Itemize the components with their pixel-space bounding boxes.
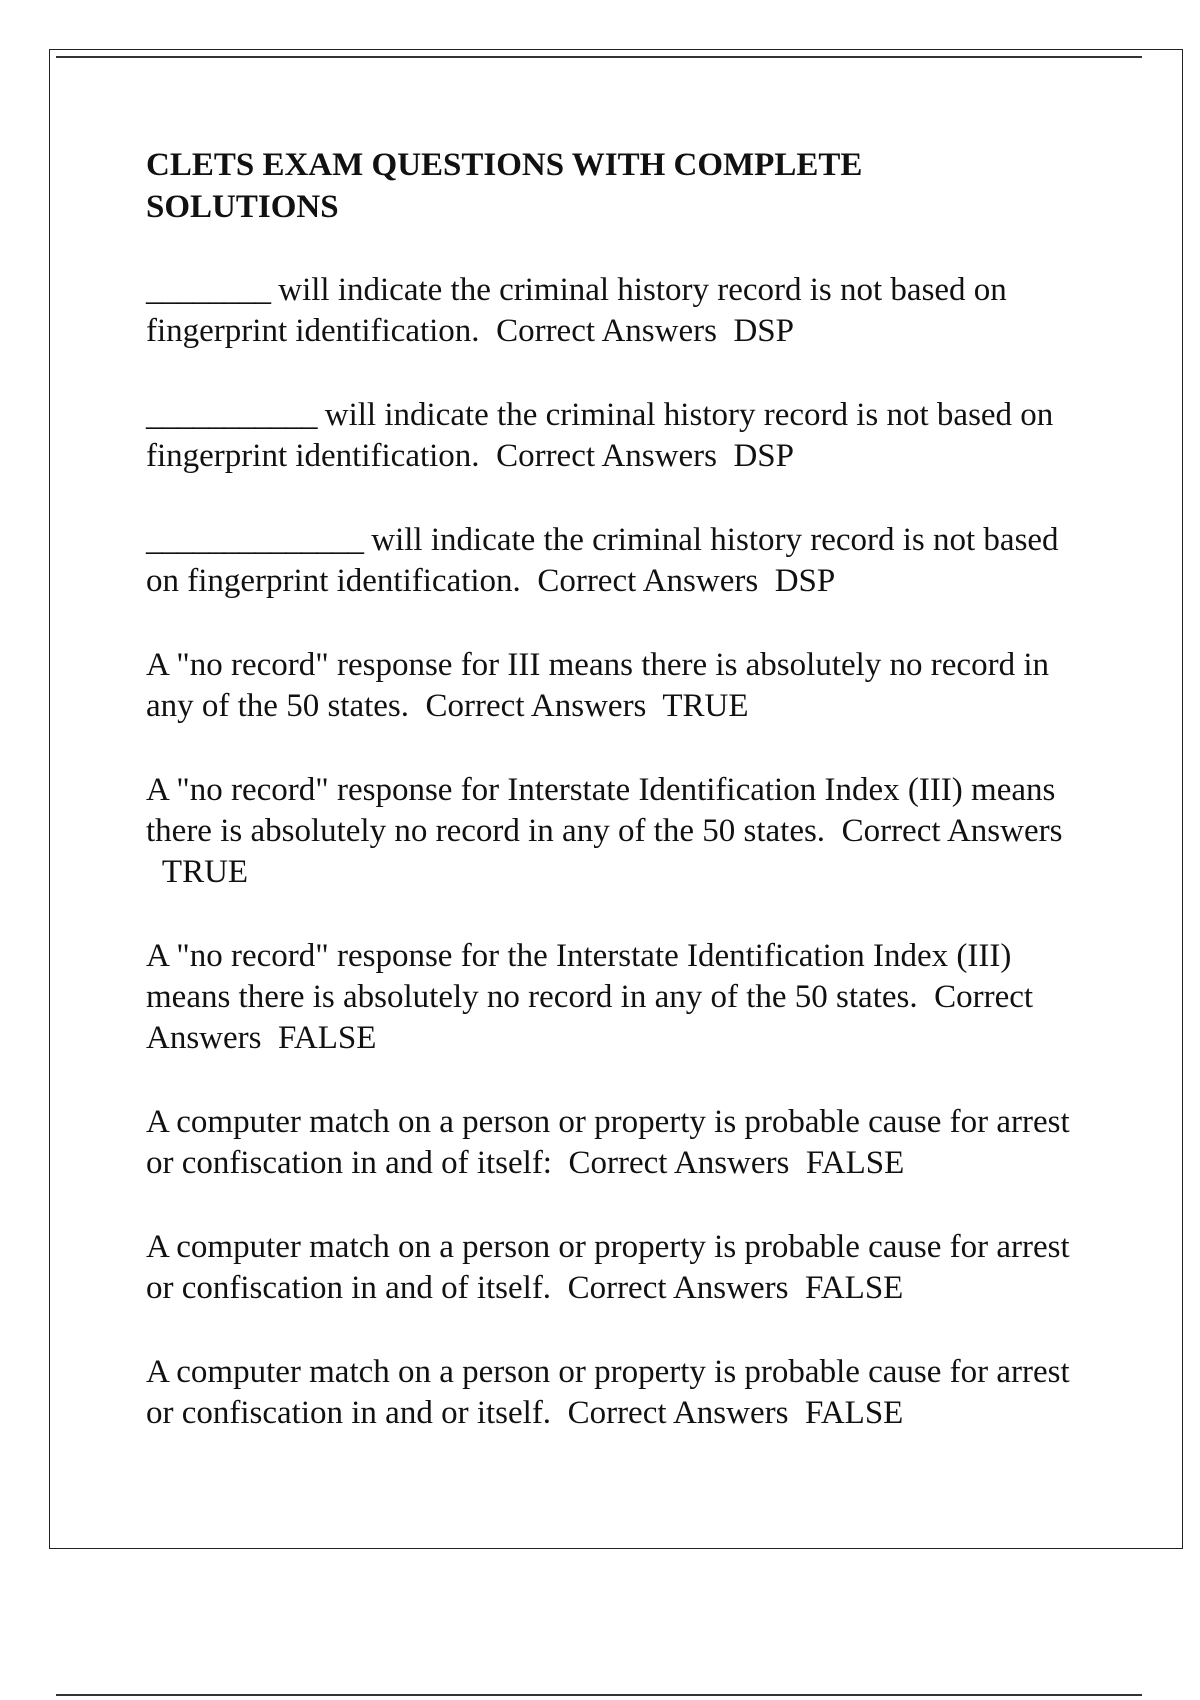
answer-label: Correct Answers [841, 813, 1063, 849]
qa-item [146, 270, 1096, 352]
answer-value: FALSE [804, 1270, 904, 1306]
question-text: A computer match on a person or property is probable cause for arrest or confiscation in and or itself. [146, 1354, 1070, 1431]
fill-in-blank: ______________ [146, 522, 363, 558]
qa-item [146, 1227, 1096, 1309]
answer-label: Correct Answers [567, 1270, 789, 1306]
question-text: will indicate the criminal history record is not based on fingerprint identification. [146, 397, 1054, 474]
answer-value: TRUE [161, 854, 249, 890]
answer-value: FALSE [804, 1395, 904, 1431]
qa-list [146, 270, 1096, 1434]
question-text: A computer match on a person or property is probable cause for arrest or confiscation in and of itself. [146, 1229, 1070, 1306]
answer-label: Correct Answers [425, 688, 647, 724]
top-rule-divider [56, 56, 1142, 58]
fill-in-blank: ________ [146, 272, 270, 308]
answer-label: Correct Answers [146, 979, 1034, 1056]
answer-label: Correct Answers [567, 1395, 789, 1431]
qa-item [146, 645, 1096, 727]
fill-in-blank: ___________ [146, 397, 317, 433]
bottom-rule-divider [56, 1694, 1142, 1696]
answer-label: Correct Answers [496, 313, 717, 349]
qa-item [146, 1102, 1096, 1184]
question-text: A "no record" response for the Interstate Identification Index (III) means there is absolutely no record in any of the 50 states. [146, 938, 1012, 1015]
answer-value: FALSE [277, 1020, 377, 1056]
document-title: CLETS EXAM QUESTIONS WITH COMPLETE SOLUTIONS [146, 147, 863, 225]
answer-label: Correct Answers [496, 438, 717, 474]
answer-value: DSP [733, 313, 794, 349]
question-text: will indicate the criminal history record is not based on fingerprint identification. [146, 272, 1007, 349]
answer-value: DSP [774, 563, 836, 599]
answer-label: Correct Answers [537, 563, 759, 599]
qa-item [146, 936, 1096, 1059]
question-text: A "no record" response for III means there is absolutely no record in any of the 50 states. [146, 647, 1049, 724]
qa-item [146, 520, 1096, 602]
document-body [146, 144, 1096, 1477]
answer-value: DSP [733, 438, 794, 474]
answer-label: Correct Answers [568, 1145, 790, 1181]
question-text: will indicate the criminal history record is not based on fingerprint identification. [146, 522, 1059, 599]
answer-value: TRUE [662, 688, 749, 724]
question-text: A "no record" response for Interstate Identification Index (III) means there is absolutely no record in any of the 50 states. [146, 772, 1056, 849]
answer-value: FALSE [805, 1145, 905, 1181]
qa-item [146, 395, 1096, 477]
qa-item [146, 770, 1096, 893]
question-text: A computer match on a person or property is probable cause for arrest or confiscation in and of itself: [146, 1104, 1070, 1181]
qa-item [146, 1352, 1096, 1434]
